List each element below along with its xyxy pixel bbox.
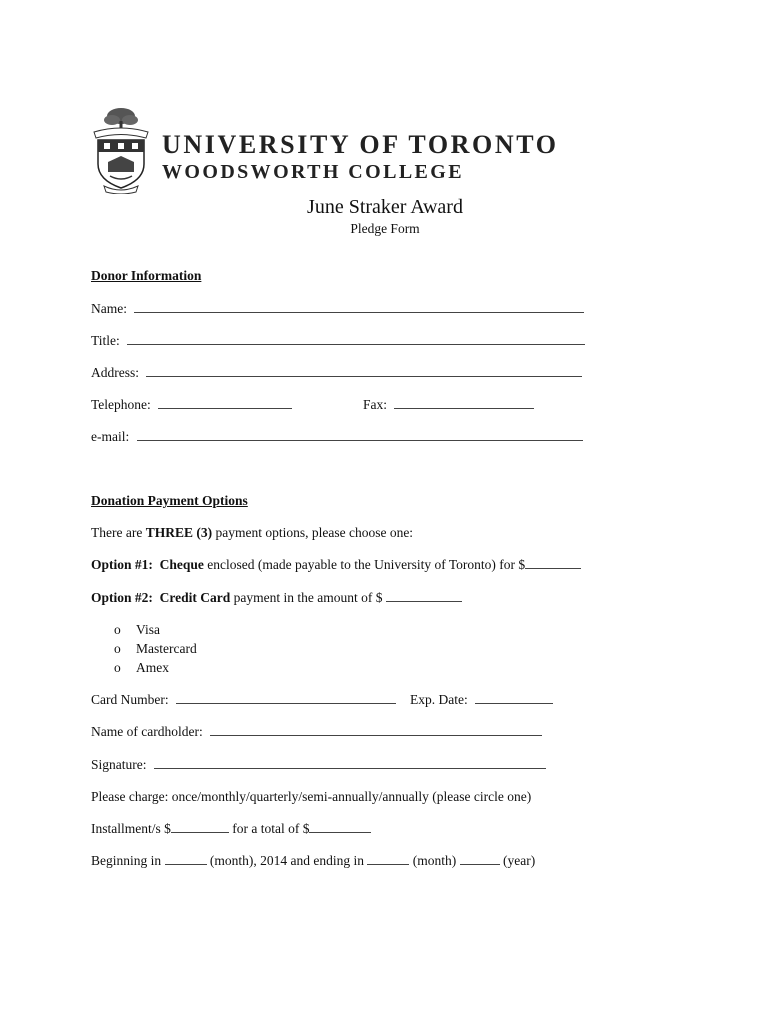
total-amount-field[interactable]	[309, 821, 371, 833]
installment-text-pre: Installment/s $	[91, 821, 171, 836]
card-number-row	[91, 692, 396, 708]
address-field[interactable]	[146, 365, 582, 377]
logo-university-text: UNIVERSITY OF TORONTO	[162, 130, 559, 159]
address-row	[91, 365, 582, 381]
intro-text-bold: THREE (3)	[145, 525, 213, 540]
cardholder-field[interactable]	[210, 724, 542, 736]
logo-college-text: WOODSWORTH COLLEGE	[162, 161, 464, 183]
payment-intro	[91, 525, 413, 541]
name-row	[91, 301, 584, 317]
beginning-text-mid2: (month)	[409, 853, 460, 868]
cardholder-row	[91, 724, 542, 740]
signature-field[interactable]	[154, 757, 546, 769]
option-1-text: enclosed (made payable to the University of Toronto) for $	[203, 557, 526, 572]
title-field[interactable]	[127, 333, 585, 345]
end-month-field[interactable]	[367, 853, 409, 865]
option-1-row	[91, 557, 581, 573]
card-option-mastercard: Mastercard	[136, 641, 197, 656]
cardholder-label: Name of cardholder:	[91, 724, 203, 739]
email-field[interactable]	[137, 429, 583, 441]
beginning-text-pre: Beginning in	[91, 853, 165, 868]
title-row	[91, 333, 585, 349]
installment-row	[91, 821, 371, 837]
option-1-method: Cheque	[159, 557, 204, 572]
donor-info-heading: Donor Information	[91, 268, 202, 283]
charge-frequency-text: Please charge: once/monthly/quarterly/semi-annually/annually (please circle one)	[91, 789, 532, 804]
bullet-visa[interactable]: o	[114, 622, 121, 637]
intro-text-post: payment options, please choose one:	[212, 525, 414, 540]
installment-amount-field[interactable]	[171, 821, 229, 833]
card-option-visa: Visa	[136, 622, 160, 637]
start-month-field[interactable]	[165, 853, 207, 865]
option-1-label: Option #1:	[91, 557, 153, 572]
card-number-label: Card Number:	[91, 692, 169, 707]
beginning-text-post: (year)	[499, 853, 536, 868]
address-label: Address:	[91, 365, 139, 380]
fax-field[interactable]	[394, 397, 534, 409]
telephone-label: Telephone:	[91, 397, 151, 412]
name-label: Name:	[91, 301, 127, 316]
telephone-row	[91, 397, 292, 413]
title-label: Title:	[91, 333, 120, 348]
beginning-text-mid1: (month), 2014 and ending in	[206, 853, 368, 868]
email-label: e-mail:	[91, 429, 130, 444]
card-option-amex: Amex	[136, 660, 169, 675]
option-2-method: Credit Card	[159, 590, 231, 605]
cheque-amount-field[interactable]	[525, 557, 581, 569]
credit-card-amount-field[interactable]	[386, 590, 462, 602]
exp-date-field[interactable]	[475, 692, 553, 704]
university-logo	[90, 106, 680, 194]
option-2-row	[91, 590, 462, 606]
fax-row	[363, 397, 534, 413]
email-row	[91, 429, 583, 445]
option-2-text: payment in the amount of $	[230, 590, 383, 605]
beginning-row	[91, 853, 535, 869]
option-2-label: Option #2:	[91, 590, 153, 605]
end-year-field[interactable]	[460, 853, 500, 865]
payment-options-heading: Donation Payment Options	[91, 493, 248, 508]
fax-label: Fax:	[363, 397, 388, 412]
page-subtitle: Pledge Form	[350, 221, 420, 236]
page-title: June Straker Award	[307, 196, 463, 218]
installment-text-mid: for a total of $	[228, 821, 310, 836]
crest-icon	[90, 106, 152, 194]
bullet-mastercard[interactable]: o	[114, 641, 121, 656]
telephone-field[interactable]	[158, 397, 292, 409]
signature-label: Signature:	[91, 757, 147, 772]
name-field[interactable]	[134, 301, 584, 313]
bullet-amex[interactable]: o	[114, 660, 121, 675]
exp-date-label: Exp. Date:	[410, 692, 468, 707]
exp-date-row	[410, 692, 553, 708]
card-number-field[interactable]	[176, 692, 396, 704]
intro-text-pre: There are	[91, 525, 146, 540]
signature-row	[91, 757, 546, 773]
